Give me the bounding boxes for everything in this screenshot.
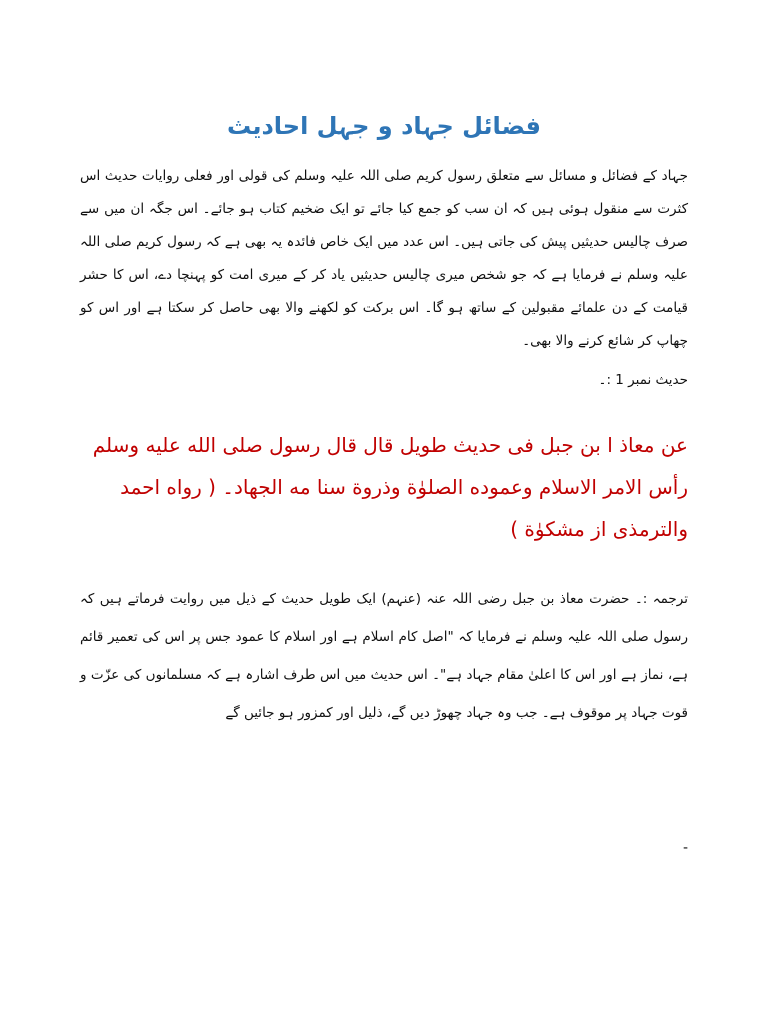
- intro-paragraph: جہاد کے فضائل و مسائل سے متعلق رسول کریم صلی اللہ علیہ وسلم کی قولی اور فعلی روایات حدیث اس کثرت سے منقول ہوئی ہیں کہ ان سب کو جمع کیا جائے تو ایک ضخیم کتاب ہو جائے۔ اس جگہ ان میں سے صرف چالیس حدیثیں پیش کی جاتی ہیں۔ اس عدد میں ایک خاص فائدہ یہ بھی ہے کہ رسول کریم صلی اللہ علیہ وسلم نے فرمایا ہے کہ جو شخص میری چالیس حدیثیں یاد کر کے میری امت کو پہنچا دے، اس کا حشر قیامت کے دن علمائے مقبولین کے ساتھ ہو گا۔ اس برکت کو لکھنے والا بھی حاصل کر سکتا ہے اور اس کو چھاپ کر شائع کرنے والا بھی۔: [80, 168, 688, 349]
- hadith-label: حدیث نمبر 1 :۔: [598, 372, 688, 388]
- page-title: فضائل جہاد و جہل احادیث: [227, 112, 541, 140]
- trailing-mark: -: [682, 840, 688, 856]
- arabic-hadith-text: عن معاذ ا بن جبل فی حديث طويل قال قال رسول صلی الله عليه وسلم رأس الامر الاسلام وعموده الصلوٰة وذروة سنا مه الجهاد۔ ( رواه احمد والترمذی از مشكوٰة ): [92, 433, 688, 541]
- translation-paragraph: ترجمہ :۔ حضرت معاذ بن جبل رضی اللہ عنہ (عنہم) ایک طویل حدیث کے ذیل میں روایت فرماتے ہیں کہ رسول صلی اللہ علیہ وسلم نے فرمایا کہ "اصل کام اسلام ہے اور اسلام کا عمود جس پر اس کی تعمیر قائم ہے، نماز ہے اور اس کا اعلیٰ مقام جہاد ہے"۔ اس حدیث میں اس طرف اشارہ ہے کہ مسلمانوں کی عزّت و قوت جہاد پر موقوف ہے۔ جب وہ جہاد چھوڑ دیں گے، ذلیل اور کمزور ہو جائیں گے: [80, 591, 688, 721]
